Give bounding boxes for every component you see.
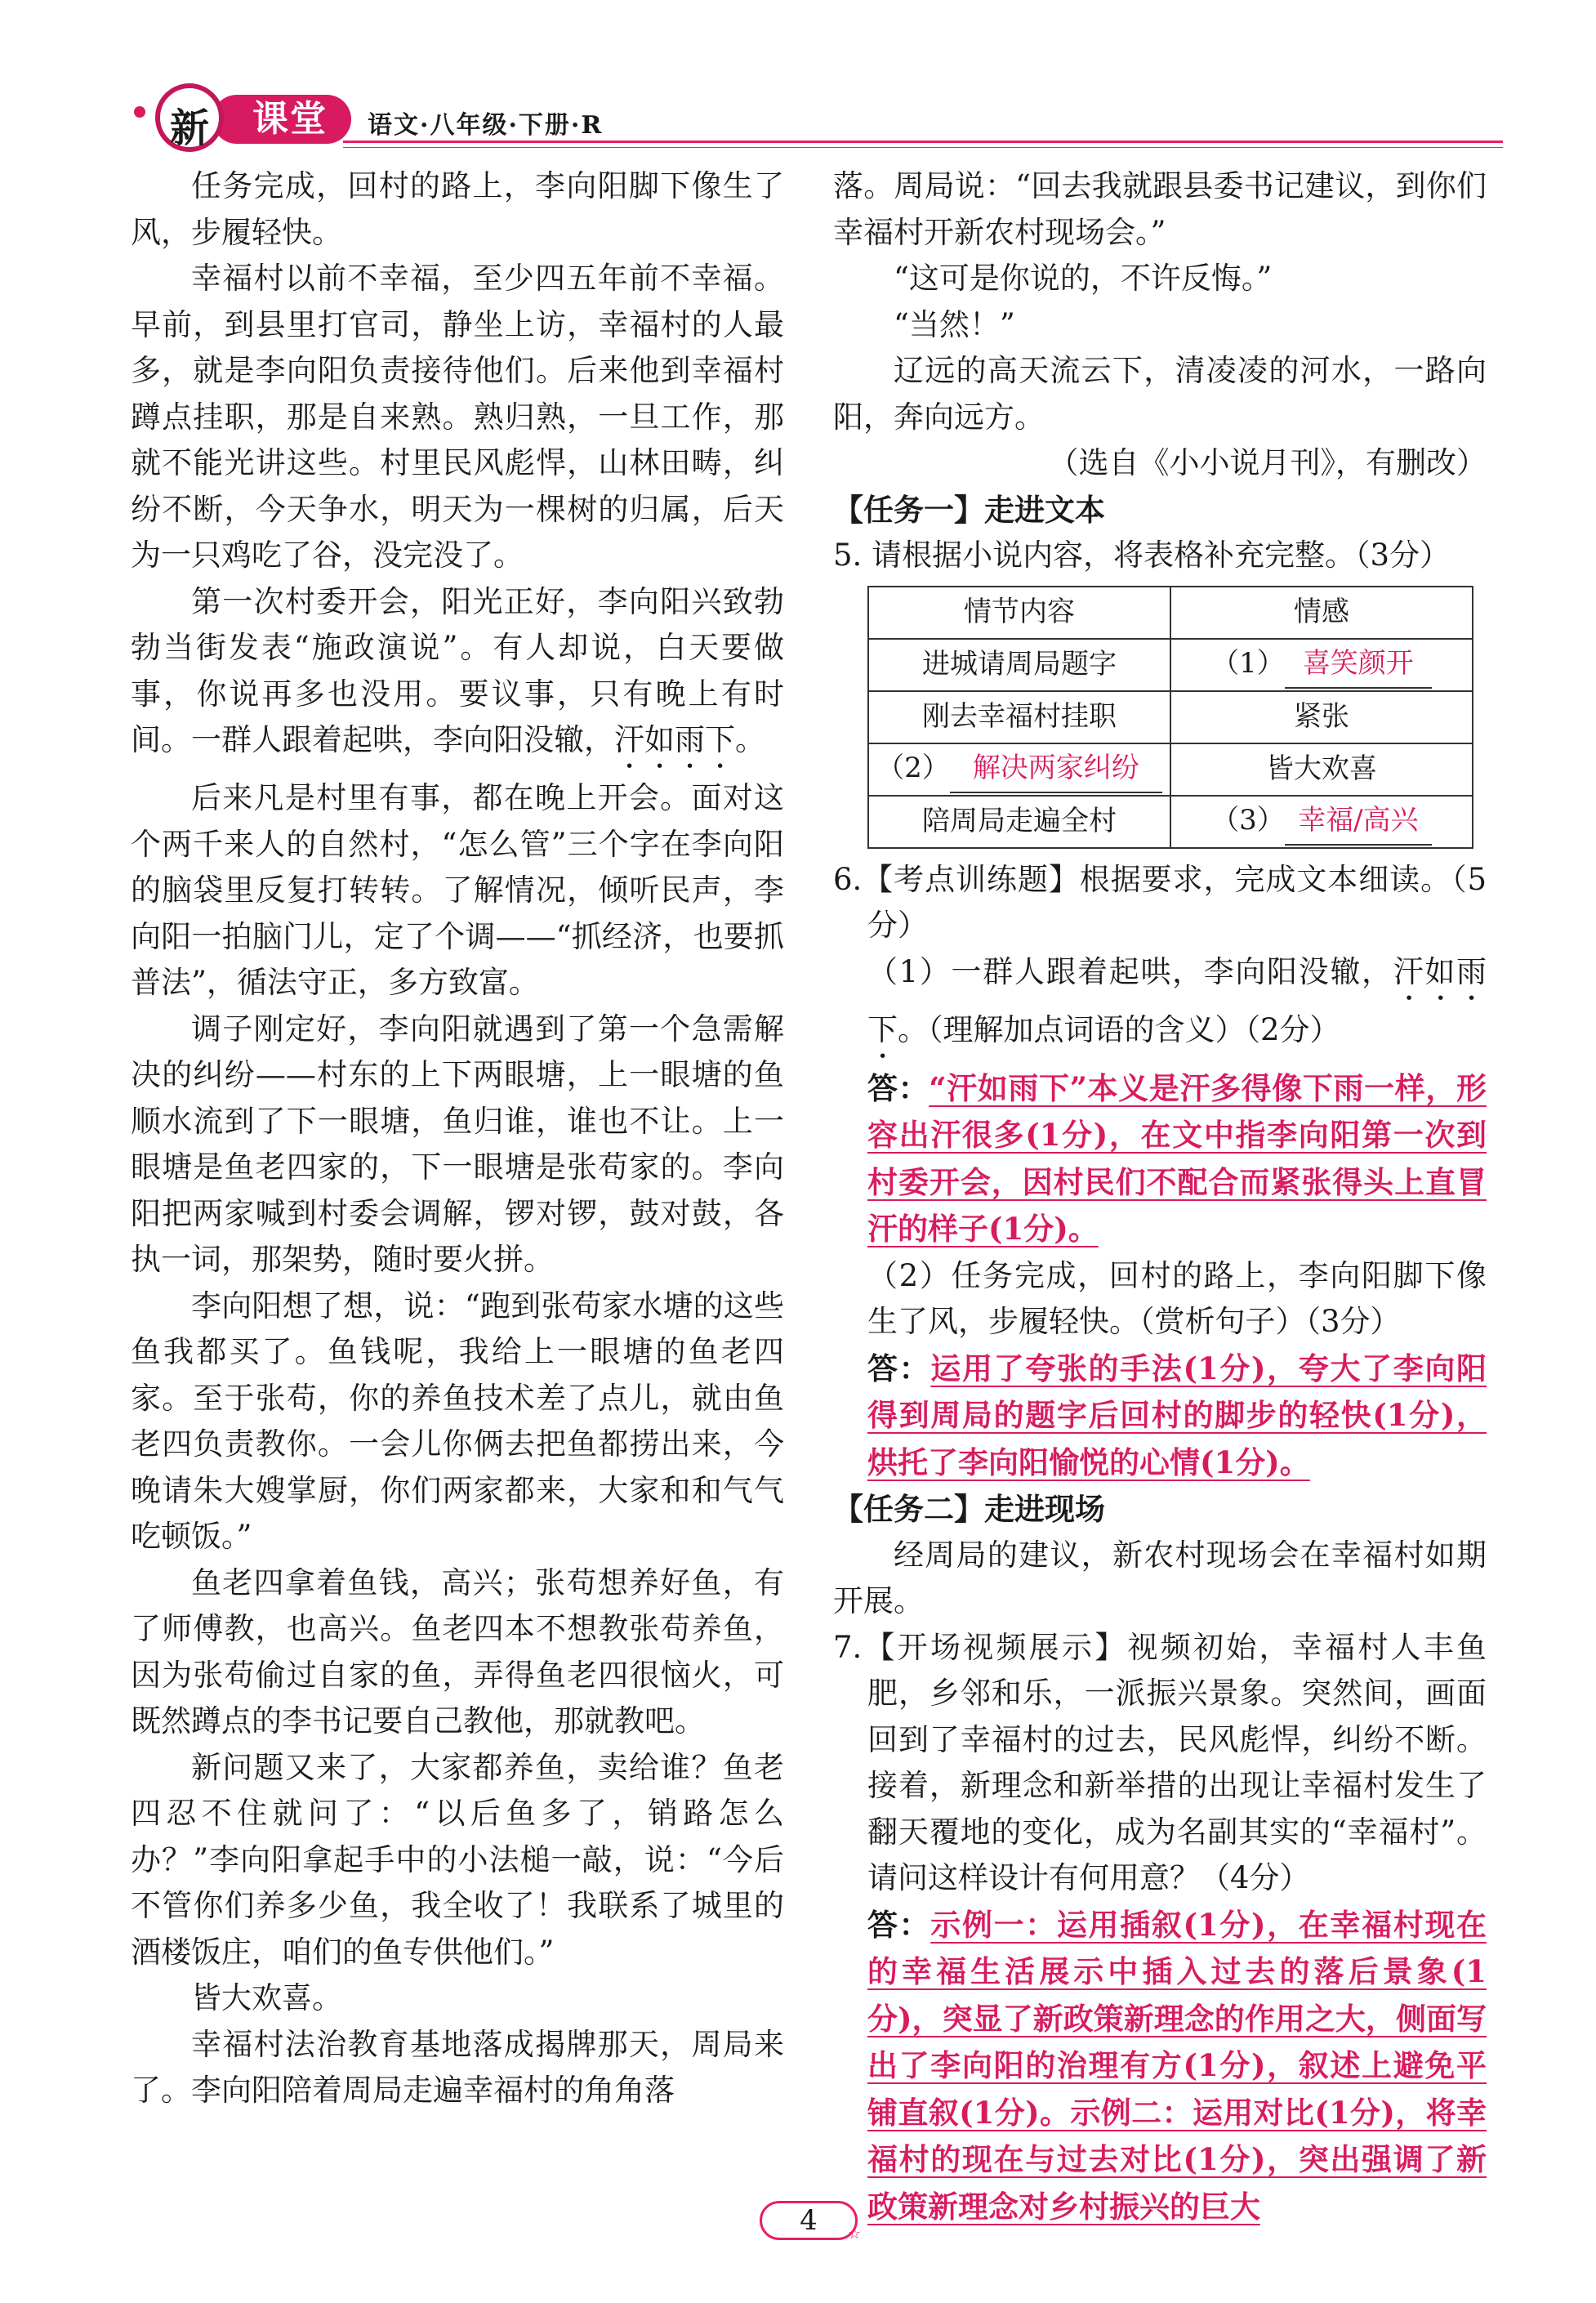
table-cell: 皆大欢喜 [1170, 743, 1473, 796]
table-header: 情节内容 [868, 587, 1170, 639]
story-paragraph: 鱼老四拿着鱼钱，高兴；张苟想养好鱼，有了师傅教，也高兴。鱼老四本不想教张苟养鱼，因为张苟偷过自家的鱼，弄得鱼老四很恼火，可既然蹲点的李书记要自己教他，那就教吧。 [131, 1564, 784, 1738]
table-header: 情感 [1170, 587, 1473, 639]
logo-circle [155, 83, 224, 152]
dotted-phrase: 汗如雨下 [614, 722, 735, 757]
story-paragraph [131, 579, 784, 776]
story-paragraph: 幸福村以前不幸福，至少四五年前不幸福。早前，到县里打官司，静坐上访，幸福村的人最多，就是李向阳负责接待他们。后来他到幸福村蹲点挂职，那是自来熟。熟归熟，一旦工作，那就不能光讲这些。村里民风彪悍，山林田畴，纠纷不断，今天争水，明天为一棵树的归属，后天为一只鸡吃了谷，没完没了。 [131, 261, 784, 573]
answer-7 [833, 1902, 1487, 2231]
story-text: 。 [735, 722, 765, 757]
answer-blank: 幸福/高兴 [1285, 797, 1432, 846]
answer-blank: 解决两家纠纷 [950, 745, 1162, 793]
blank-number: （1） [1211, 647, 1285, 681]
question-5: 5. 请根据小说内容，将表格补充完整。（3分） [833, 538, 1451, 573]
story-paragraph: 幸福村法治教育基地落成揭牌那天，周局来了。李向阳陪着周局走遍幸福村的角角落 [131, 2026, 784, 2108]
table-cell: 进城请周局题字 [868, 639, 1170, 691]
logo-text: 课堂 [212, 95, 351, 144]
table-cell [868, 743, 1170, 796]
table-cell [1170, 639, 1473, 691]
story-paragraph: “这可是你说的，不许反悔。” [894, 261, 1273, 296]
answer-label: 答： [867, 1350, 931, 1386]
dotted-phrase: 汗如雨下 [867, 953, 1487, 1047]
answer-text: 运用了夸张的手法(1分)，夸大了李向阳得到周局的题字后回村的脚步的轻快(1分)，烘托了李向阳愉悦的心情(1分)。 [867, 1350, 1487, 1480]
story-paragraph: 辽远的高天流云下，清凌凌的河水，一路向阳，奔向远方。 [833, 353, 1487, 435]
task-heading: 【任务一】走进文本 [833, 491, 1105, 528]
answer-label: 答： [867, 1906, 931, 1943]
plot-emotion-table [867, 586, 1473, 849]
page-number-badge [751, 2196, 866, 2248]
table-cell [1170, 796, 1473, 848]
task-paragraph: 经周局的建议，新农村现场会在幸福村如期开展。 [833, 1537, 1487, 1618]
blank-number: （2） [876, 752, 950, 785]
story-paragraph: 皆大欢喜。 [191, 1980, 342, 2015]
story-paragraph: 调子刚定好，李向阳就遇到了第一个急需解决的纠纷——村东的上下两眼塘，上一眼塘的鱼顺水流到了下一眼塘，鱼归谁，谁也不让。上一眼塘是鱼老四家的，下一眼塘是张苟家的。李向阳把两家喊到村委会调解，锣对锣，鼓对鼓，各执一词，那架势，随时要火拼。 [131, 1011, 784, 1277]
table-row [868, 796, 1473, 848]
answer-label: 答： [867, 1069, 930, 1106]
brand-logo [123, 82, 359, 155]
answer-text: 示例一：运用插叙(1分)，在幸福村现在的幸福生活展示中插入过去的落后景象(1分)，突显了新政策新理念的作用之大，侧面写出了李向阳的治理有方(1分)，叙述上避免平铺直叙(1分)。示例二：运用对比(1分)，将幸福村的现在与过去对比(1分)，突出强调了新政策新理念对乡村振兴的巨大 [867, 1906, 1487, 2225]
book-subtitle: 语文·八年级·下册·R [368, 111, 604, 140]
answer-6-1 [833, 1065, 1487, 1253]
table-row [868, 639, 1473, 691]
answer-text: “汗如雨下”本义是汗多得像下雨一样，形容出汗很多(1分)，在文中指李向阳第一次到村委开会，因村民们不配合而紧张得头上直冒汗的样子(1分)。 [867, 1069, 1487, 1247]
table-cell: 紧张 [1170, 691, 1473, 743]
table-row [868, 691, 1473, 743]
story-paragraph: 李向阳想了想，说：“跑到张苟家水塘的这些鱼我都买了。鱼钱呢，我给上一眼塘的鱼老四家。至于张苟，你的养鱼技术差了点儿，就由鱼老四负责教你。一会儿你俩去把鱼都捞出来，今晚请朱大嫂掌厨，你们两家都来，大家和和气气吃顿饭。” [131, 1288, 784, 1554]
table-header-row [868, 587, 1473, 639]
story-paragraph: 后来凡是村里有事，都在晚上开会。面对这个两千来人的自然村，“怎么管”三个字在李向阳的脑袋里反复打转转。了解情况，倾听民声，李向阳一拍脑门儿，定了个调——“抓经济，也要抓普法”，循法守正，多方致富。 [131, 780, 784, 1000]
question-7: 7.【开场视频展示】视频初始，幸福村人丰鱼肥，乡邻和乐，一派振兴景象。突然间，画面回到了幸福村的过去，民风彪悍，纠纷不断。接着，新理念和新举措的出现让幸福村发生了翻天覆地的变化，成为名副其实的“幸福村”。请问这样设计有何用意？（4分） [833, 1629, 1487, 1895]
story-paragraph: 新问题又来了，大家都养鱼，卖给谁？鱼老四忍不住就问了：“以后鱼多了，销路怎么办？”李向阳拿起手中的小法槌一敲，说：“今后不管你们养多少鱼，我全收了！我联系了城里的酒楼饭庄，咱们的鱼专供他们。” [131, 1749, 784, 1970]
dot-icon [134, 106, 145, 118]
header-rule-thin [343, 147, 1503, 148]
table-cell: 刚去幸福村挂职 [868, 691, 1170, 743]
question-text: （1）一群人跟着起哄，李向阳没辙， [867, 953, 1393, 989]
left-column [131, 163, 784, 2114]
page-header [123, 82, 1503, 155]
answer-6-2 [833, 1346, 1487, 1487]
answer-blank: 喜笑颜开 [1285, 640, 1432, 689]
star-icon: ☆ [848, 2225, 862, 2243]
right-column [833, 163, 1487, 2230]
logo-circle-char: 新 [169, 105, 209, 151]
task-heading: 【任务二】走进现场 [833, 1491, 1105, 1527]
blank-number: （3） [1211, 804, 1285, 837]
table-row [868, 743, 1473, 796]
header-rule [343, 141, 1503, 143]
source-note: （选自《小小说月刊》，有删改） [1048, 445, 1487, 480]
page-number: 4 [800, 2204, 818, 2237]
question-6-1 [833, 949, 1487, 1065]
question-text: 。（理解加点词语的含义）（2分） [898, 1011, 1340, 1047]
question-6: 6.【考点训练题】根据要求，完成文本细读。（5分） [833, 861, 1487, 943]
story-text: 第一次村委开会，阳光正好，李向阳兴致勃勃当街发表“施政演说”。有人却说，白天要做事，你说再多也没用。要议事，只有晚上有时间。一群人跟着起哄，李向阳没辙， [131, 583, 784, 757]
story-paragraph: 任务完成，回村的路上，李向阳脚下像生了风，步履轻快。 [131, 168, 784, 250]
story-paragraph: 落。周局说：“回去我就跟县委书记建议，到你们幸福村开新农村现场会。” [833, 168, 1487, 250]
table-cell: 陪周局走遍全村 [868, 796, 1170, 848]
question-6-2: （2）任务完成，回村的路上，李向阳脚下像生了风，步履轻快。（赏析句子）（3分） [867, 1257, 1487, 1339]
story-paragraph: “当然！” [894, 306, 1015, 342]
